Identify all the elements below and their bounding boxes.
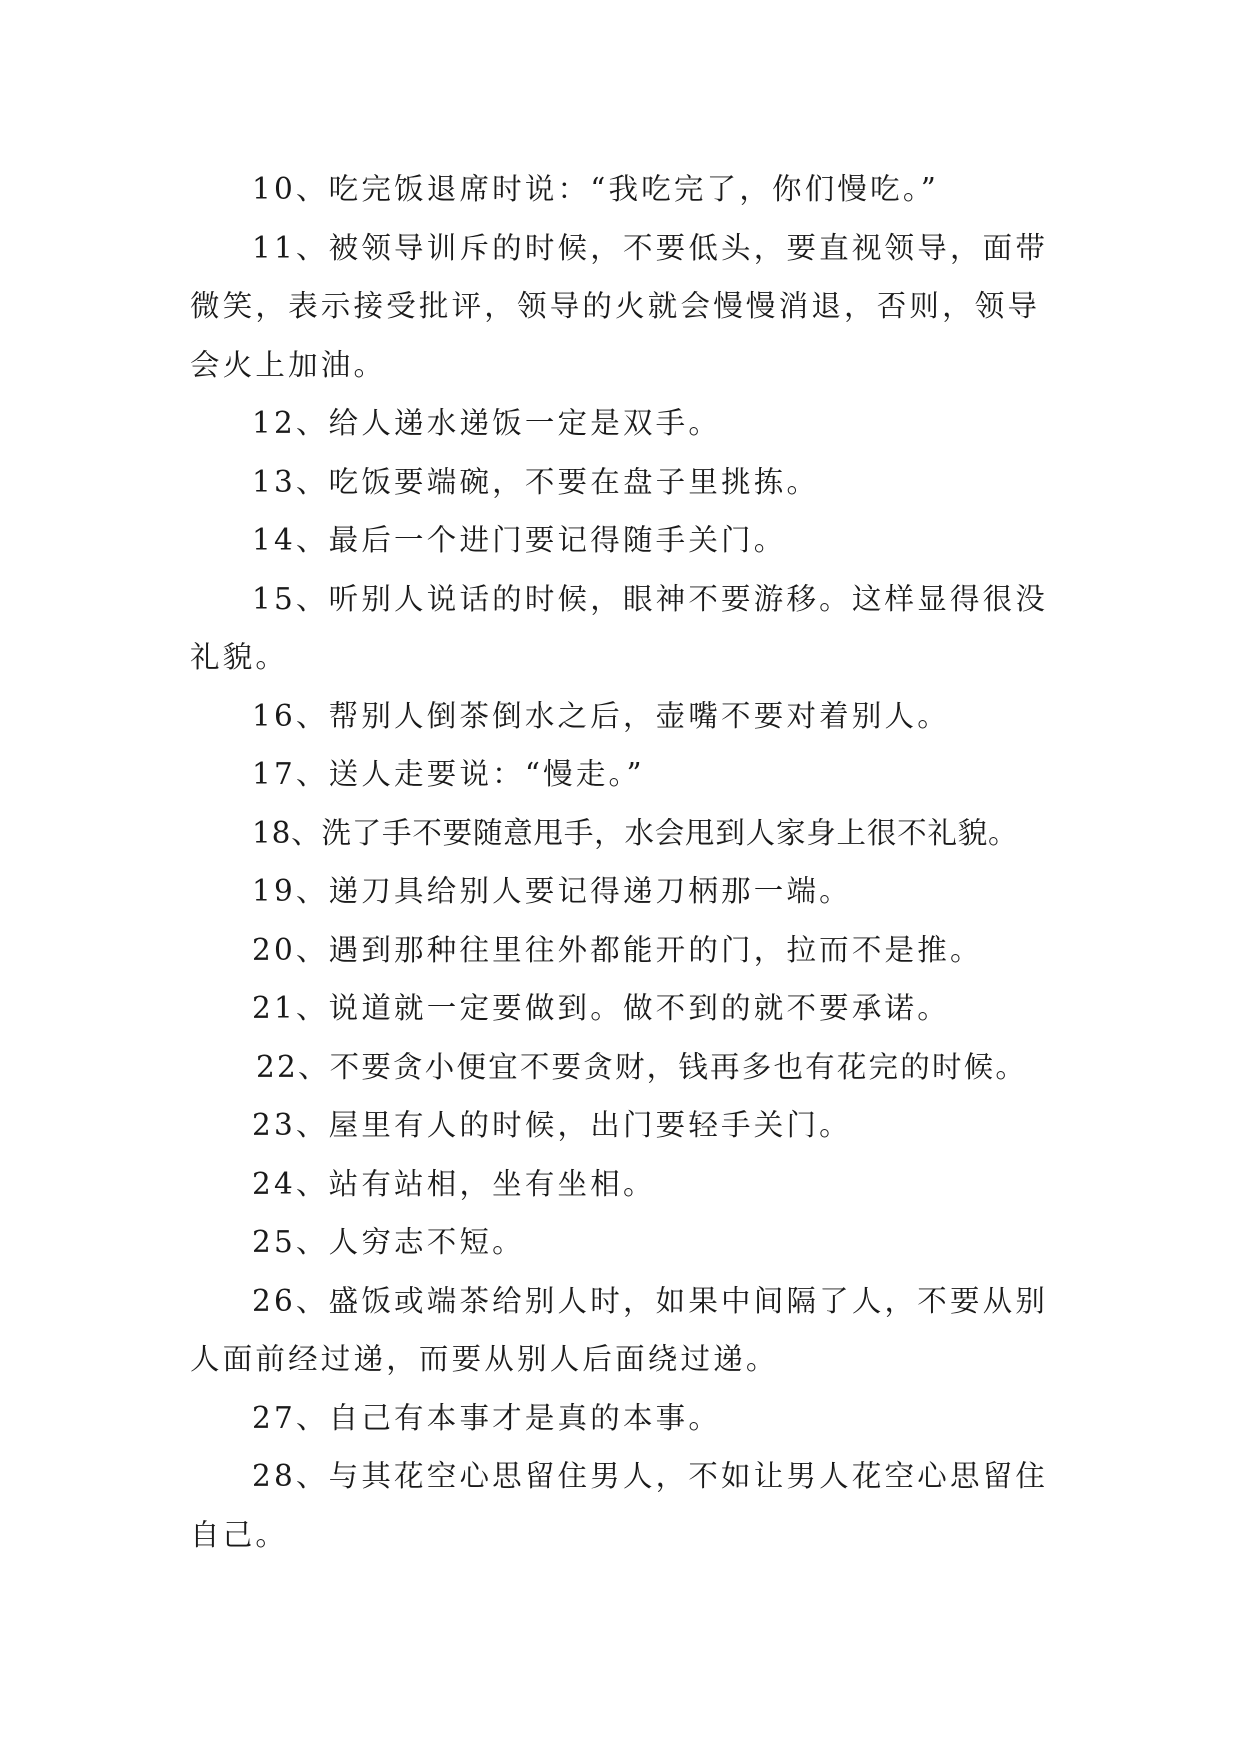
list-item: 12、给人递水递饭一定是双手。 <box>252 406 722 440</box>
list-item: 21、说道就一定要做到。做不到的就不要承诺。 <box>252 991 950 1025</box>
document-body <box>190 160 1060 1564</box>
list-item: 24、站有站相，坐有坐相。 <box>252 1166 656 1201</box>
list-item: 19、递刀具给别人要记得递刀柄那一端。 <box>252 874 852 908</box>
list-item: 15、听别人说话的时候，眼神不要游移。这样显得很没礼貌。 <box>190 581 1049 674</box>
list-item: 23、屋里有人的时候，出门要轻手关门。 <box>252 1108 852 1142</box>
list-item: 26、盛饭或端茶给别人时，如果中间隔了人，不要从别人面前经过递，而要从别人后面绕过递。 <box>190 1283 1049 1376</box>
list-item: 27、自己有本事才是真的本事。 <box>252 1400 722 1435</box>
list-item: 25、人穷志不短。 <box>252 1225 525 1259</box>
list-item: 13、吃饭要端碗，不要在盘子里挑拣。 <box>252 464 820 499</box>
list-item: 17、送人走要说：“慢走。” <box>252 757 645 791</box>
list-item: 11、被领导训斥的时候，不要低头，要直视领导，面带微笑，表示接受批评，领导的火就会慢慢消退，否则，领导会火上加油。 <box>190 230 1049 382</box>
list-item: 14、最后一个进门要记得随手关门。 <box>252 523 787 557</box>
list-item: 28、与其花空心思留住男人，不如让男人花空心思留住自己。 <box>190 1459 1049 1552</box>
list-item: 16、帮别人倒茶倒水之后，壶嘴不要对着别人。 <box>252 698 950 733</box>
list-item: 20、遇到那种往里往外都能开的门，拉而不是推。 <box>252 932 983 967</box>
list-item: 22、不要贪小便宜不要贪财，钱再多也有花完的时候。 <box>256 1049 1028 1084</box>
list-item: 18、洗了手不要随意甩手，水会甩到人家身上很不礼貌。 <box>252 815 1019 850</box>
list-item: 10、吃完饭退席时说：“我吃完了，你们慢吃。” <box>252 172 940 206</box>
